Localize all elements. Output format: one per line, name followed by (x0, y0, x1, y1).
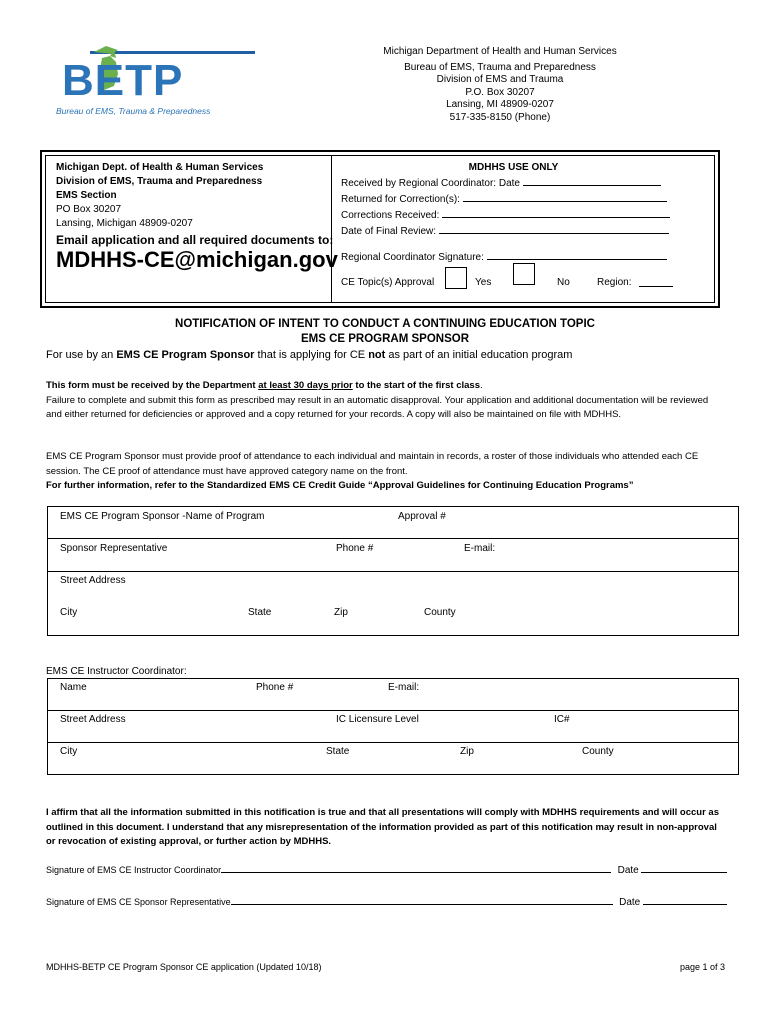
ic-state-field[interactable]: State (326, 746, 350, 757)
instructions-paragraph (46, 379, 726, 423)
form-subtitle: EMS CE PROGRAM SPONSOR (300, 333, 470, 345)
received-date-line[interactable] (523, 175, 661, 186)
logo-subtitle: Bureau of EMS, Trauma & Preparedness (56, 106, 211, 116)
ic-date-label: Date (617, 865, 639, 876)
yes-checkbox[interactable] (445, 267, 467, 289)
mail-line: Division of EMS, Trauma and Preparedness (56, 176, 263, 187)
for-use-bold: EMS CE Program Sponsor (116, 349, 255, 361)
mailing-address (56, 161, 338, 272)
sponsor-date-label: Date (619, 897, 641, 908)
mailing-box (40, 150, 720, 308)
final-review-line[interactable] (439, 223, 669, 234)
row-divider (48, 571, 738, 572)
footer-page-number: page 1 of 3 (680, 962, 726, 972)
deadline-text: This form must be received by the Department (46, 380, 259, 391)
instructor-table (47, 678, 739, 775)
corrections-label: Corrections Received: (341, 210, 440, 221)
ic-phone-field[interactable]: Phone # (256, 682, 294, 693)
row-divider (48, 538, 738, 539)
for-use-text: For use by an (46, 349, 117, 361)
sponsor-street-field[interactable]: Street Address (60, 575, 126, 586)
for-use-bold: not (368, 349, 386, 361)
logo-title: BETP (62, 56, 184, 105)
ic-signature-line[interactable] (221, 864, 611, 873)
mail-line: Lansing, Michigan 48909-0207 (56, 218, 193, 229)
region-label: Region: (597, 277, 632, 288)
ic-zip-field[interactable]: Zip (460, 746, 474, 757)
affirmation-statement: I affirm that all the information submitted in this notification is true and that all presentations will comply with MDHHS requirements and will occur as outlined in this document. I understand that any misrepresentation of the information provided as part of this notification may result in non-approval or revocation of existing approval, or further action by MDHHS. (46, 807, 720, 847)
returned-line[interactable] (463, 191, 667, 202)
ic-name-field[interactable]: Name (60, 682, 87, 693)
sponsor-signature-row (46, 896, 727, 908)
corrections-line[interactable] (442, 207, 670, 218)
sponsor-county-field[interactable]: County (424, 607, 456, 618)
sponsor-city-field[interactable]: City (60, 607, 78, 618)
sponsor-table (47, 506, 739, 636)
agency-line: 517-335-8150 (Phone) (449, 111, 551, 123)
ic-date-line[interactable] (641, 864, 727, 873)
footer-form-id: MDHHS-BETP CE Program Sponsor CE application (Updated 10/18) (46, 962, 322, 972)
no-checkbox[interactable] (513, 263, 535, 285)
ic-signature-label: Signature of EMS CE Instructor Coordinator (46, 865, 222, 875)
attendance-paragraph (46, 450, 726, 494)
coordinator-signature-line[interactable] (487, 249, 667, 260)
sponsor-email-field[interactable]: E-mail: (464, 543, 496, 554)
mailing-box-inner (45, 155, 715, 303)
ic-street-field[interactable]: Street Address (60, 714, 126, 725)
deadline-period: . (480, 380, 483, 391)
ic-number-field[interactable]: IC# (554, 714, 570, 725)
deadline-text: to the start of the first class (352, 380, 480, 391)
sponsor-zip-field[interactable]: Zip (334, 607, 348, 618)
submission-email[interactable]: MDHHS-CE@michigan.gov (56, 247, 338, 272)
mail-line: PO Box 30207 (56, 204, 122, 215)
agency-line: P.O. Box 30207 (465, 86, 535, 98)
agency-address (320, 46, 680, 124)
attendance-text: EMS CE Program Sponsor must provide proof of attendance to each individual and maintain in records, a roster of those individuals who attended each CE session. The CE proof of attendance must have approved category name on the front. (46, 451, 699, 477)
agency-line: Michigan Department of Health and Human Services (383, 46, 617, 57)
ic-signature-row (46, 864, 727, 876)
approval-number-field[interactable]: Approval # (398, 511, 446, 522)
returned-label: Returned for Correction(s): (341, 194, 460, 205)
program-name-field[interactable]: EMS CE Program Sponsor -Name of Program (60, 511, 265, 522)
ic-city-field[interactable]: City (60, 746, 78, 757)
mail-line: EMS Section (56, 190, 117, 201)
sponsor-date-line[interactable] (643, 896, 727, 905)
betp-logo (50, 40, 225, 122)
form-title: NOTIFICATION OF INTENT TO CONDUCT A CONTINUING EDUCATION TOPIC (175, 318, 595, 330)
signature-label: Regional Coordinator Signature: (341, 252, 484, 263)
instructor-heading: EMS CE Instructor Coordinator: (46, 666, 187, 677)
topic-approval-label: CE Topic(s) Approval (341, 277, 435, 288)
for-use-text: that is applying for CE (254, 349, 369, 361)
row-divider (48, 742, 738, 743)
credit-guide-reference: For further information, refer to the Standardized EMS CE Credit Guide “Approval Guidelines for Continuing Education Programs” (46, 480, 634, 491)
for-use-statement (46, 349, 572, 361)
use-only-header: MDHHS USE ONLY (468, 162, 559, 173)
sponsor-signature-line[interactable] (231, 896, 613, 905)
sponsor-phone-field[interactable]: Phone # (336, 543, 374, 554)
sponsor-state-field[interactable]: State (248, 607, 272, 618)
mail-line: Michigan Dept. of Health & Human Services (56, 162, 264, 173)
ic-county-field[interactable]: County (582, 746, 614, 757)
instructions-text: Failure to complete and submit this form as prescribed may result in an automatic disapproval. Your application and additional documentation will be reviewed and either returned for deficiencies or approved and a copy returned for your records. A copy will also be maintained on file with MDHHS. (46, 394, 709, 420)
mdhhs-use-only (341, 161, 686, 293)
agency-line: Division of EMS and Trauma (436, 74, 564, 85)
agency-line: Bureau of EMS, Trauma and Preparedness (404, 61, 596, 73)
for-use-text: as part of an initial education program (385, 349, 573, 361)
ic-licensure-field[interactable]: IC Licensure Level (336, 714, 419, 725)
yes-label: Yes (475, 277, 492, 288)
sponsor-rep-field[interactable]: Sponsor Representative (60, 543, 168, 554)
ic-email-field[interactable]: E-mail: (388, 682, 420, 693)
agency-line: Lansing, MI 48909-0207 (446, 99, 554, 110)
deadline-emphasis: at least 30 days prior (258, 380, 353, 391)
sponsor-signature-label: Signature of EMS CE Sponsor Representative (46, 897, 231, 907)
no-label: No (557, 277, 570, 288)
row-divider (48, 710, 738, 711)
final-review-label: Date of Final Review: (341, 226, 437, 237)
region-line[interactable] (639, 276, 673, 287)
received-label: Received by Regional Coordinator: Date (341, 178, 520, 189)
email-label: Email application and all required documents to: (56, 233, 334, 247)
